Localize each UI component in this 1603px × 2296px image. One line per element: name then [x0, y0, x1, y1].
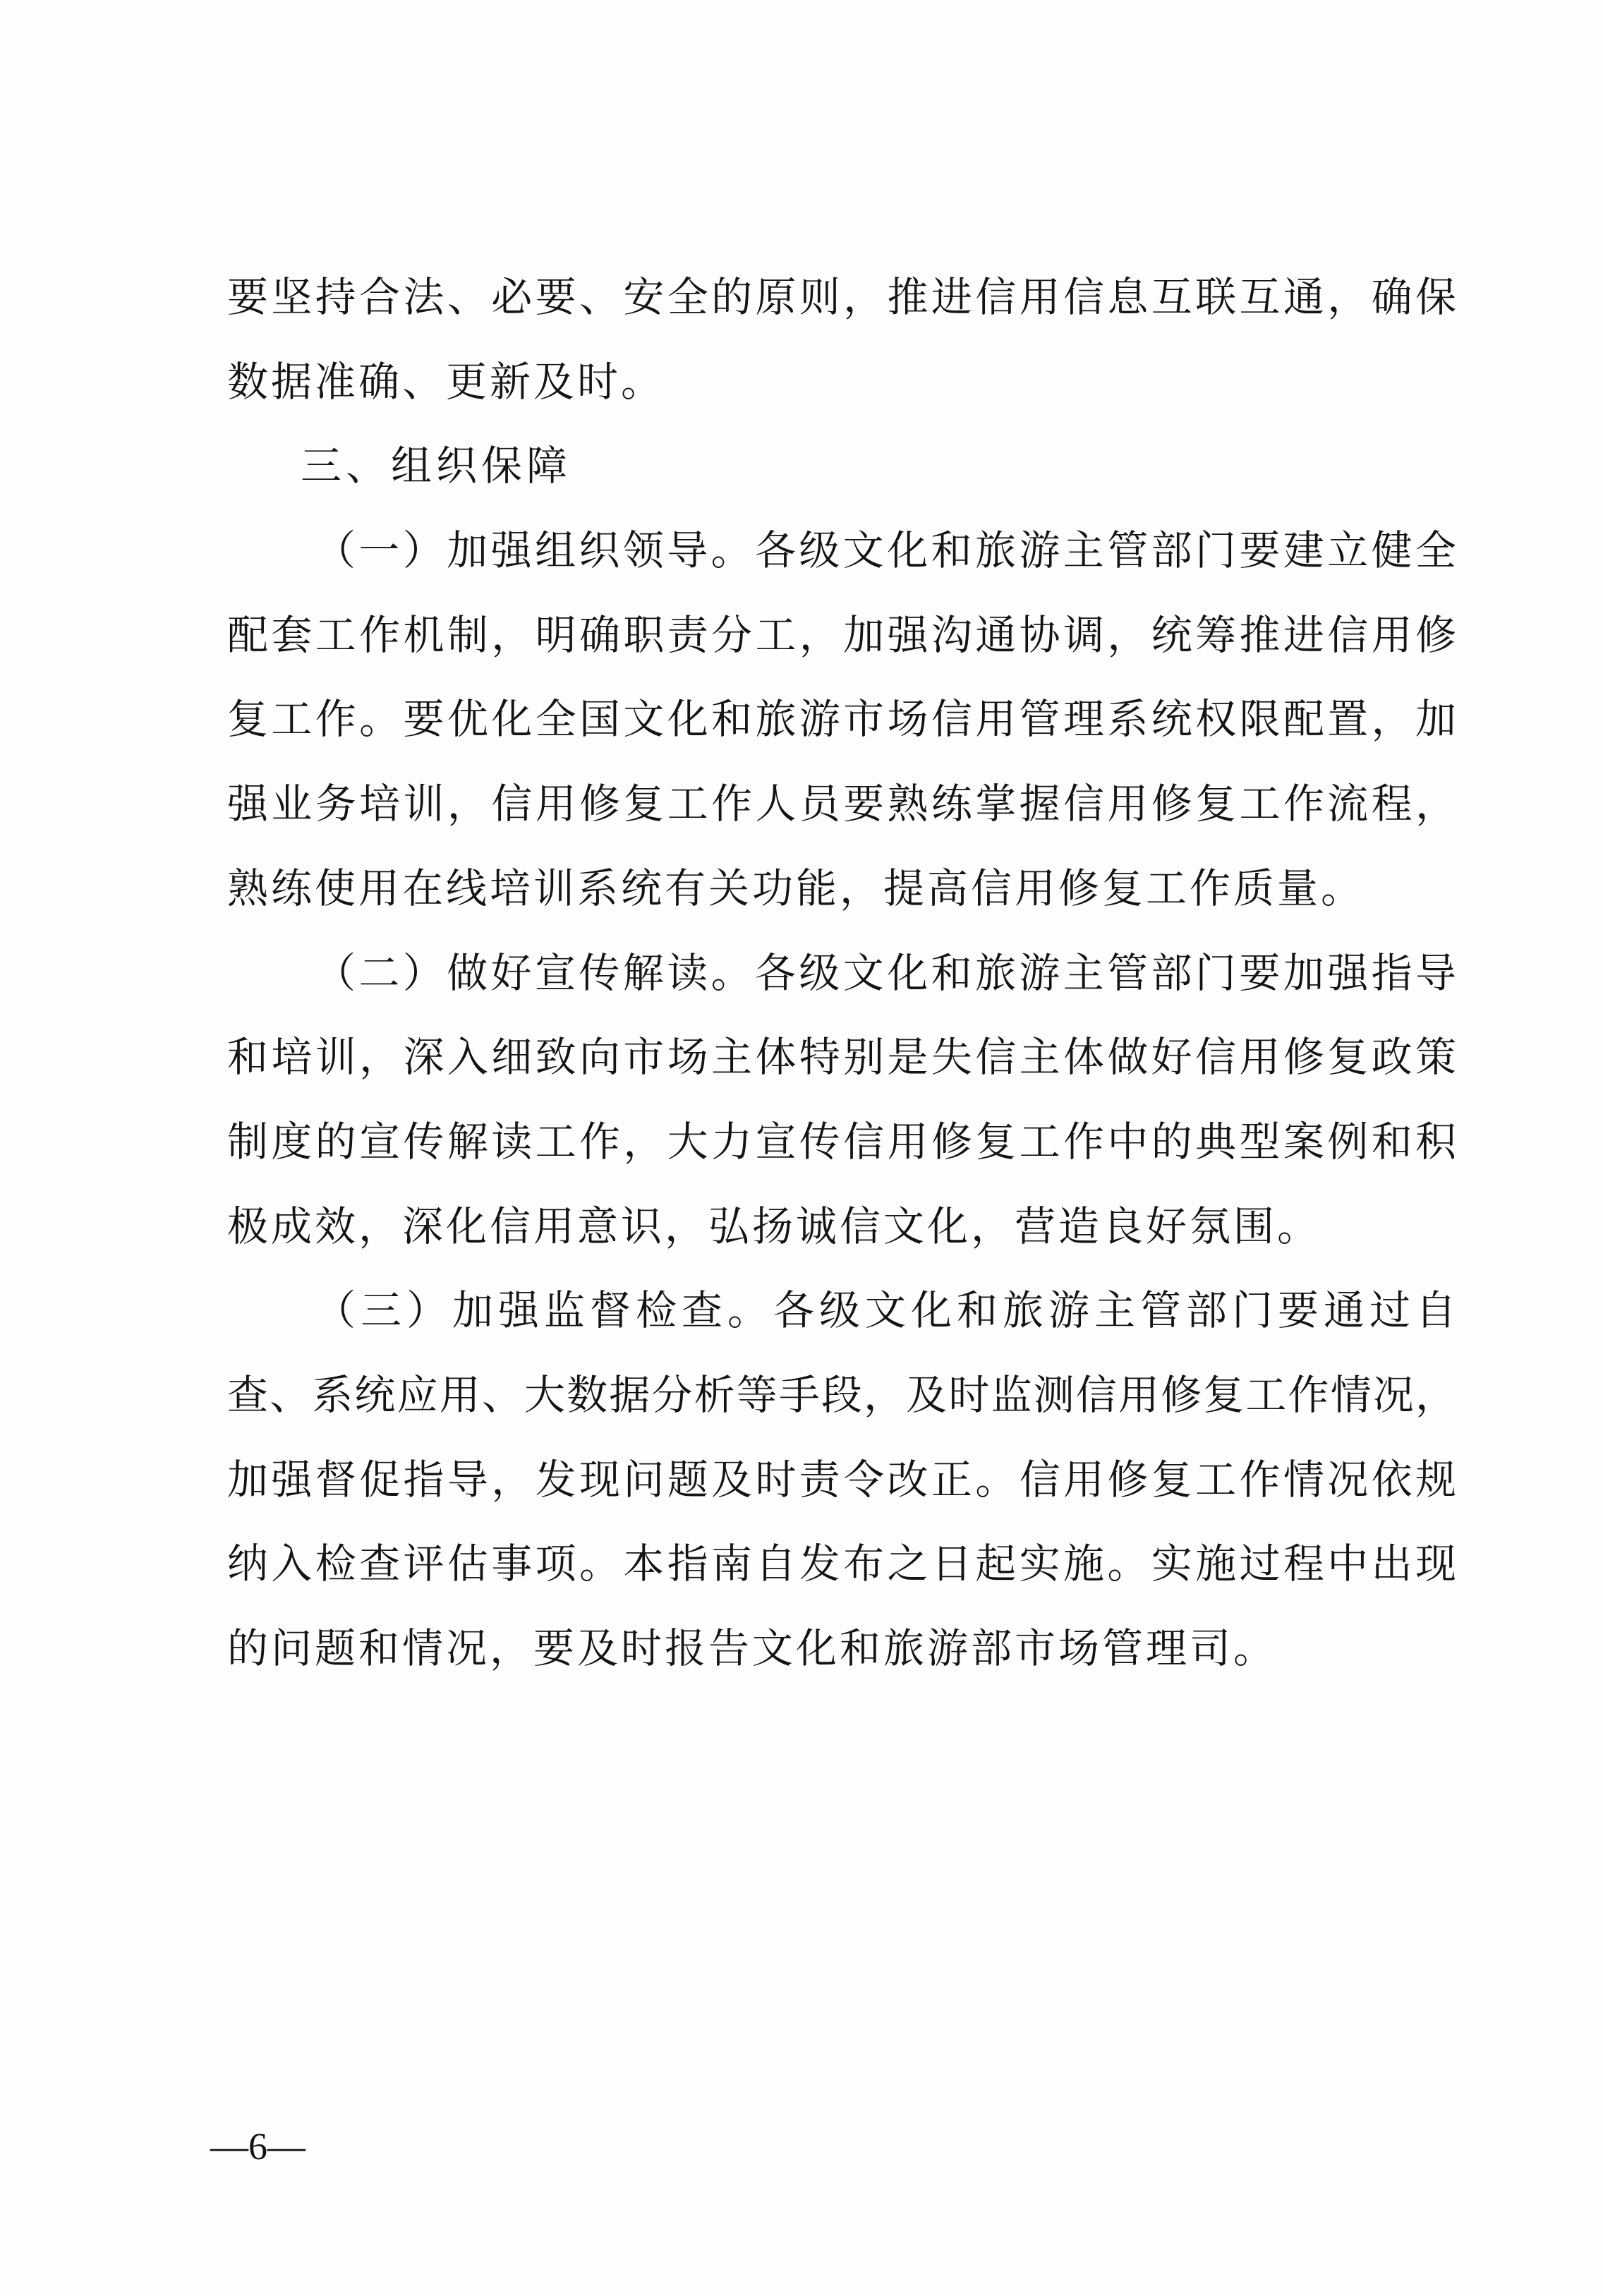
paragraph-line: 极成效，深化信用意识，弘扬诚信文化，营造良好氛围。 — [227, 1202, 1321, 1250]
paragraph-line: 熟练使用在线培训系统有关功能，提高信用修复工作质量。 — [227, 864, 1365, 912]
document-body — [227, 255, 1456, 1691]
paragraph-line: 复工作。要优化全国文化和旅游市场信用管理系统权限配置，加 — [227, 695, 1456, 744]
continuation-line: 数据准确、更新及时。 — [227, 357, 665, 406]
page-number: —6— — [210, 2125, 306, 2168]
paragraph-line: 配套工作机制，明确职责分工，加强沟通协调，统筹推进信用修 — [227, 610, 1456, 659]
paragraph-line: 和培训，深入细致向市场主体特别是失信主体做好信用修复政策 — [227, 1033, 1456, 1082]
paragraph-line: 查、系统应用、大数据分析等手段，及时监测信用修复工作情况， — [227, 1370, 1456, 1419]
section-heading: 三、组织保障 — [301, 442, 572, 490]
paragraph-line: （二）做好宣传解读。各级文化和旅游主管部门要加强指导 — [315, 948, 1456, 997]
paragraph-line: （一）加强组织领导。各级文化和旅游主管部门要建立健全 — [315, 526, 1456, 575]
paragraph-line: （三）加强监督检查。各级文化和旅游主管部门要通过自 — [315, 1286, 1456, 1335]
paragraph-line: 纳入检查评估事项。本指南自发布之日起实施。实施过程中出现 — [227, 1540, 1456, 1588]
continuation-line: 要坚持合法、必要、安全的原则，推进信用信息互联互通，确保 — [227, 273, 1456, 321]
paragraph-line: 制度的宣传解读工作，大力宣传信用修复工作中的典型案例和积 — [227, 1117, 1456, 1166]
paragraph-line: 强业务培训，信用修复工作人员要熟练掌握信用修复工作流程， — [227, 780, 1456, 828]
paragraph-line: 加强督促指导，发现问题及时责令改正。信用修复工作情况依规 — [227, 1455, 1456, 1504]
paragraph-line: 的问题和情况，要及时报告文化和旅游部市场管理司。 — [227, 1624, 1278, 1672]
